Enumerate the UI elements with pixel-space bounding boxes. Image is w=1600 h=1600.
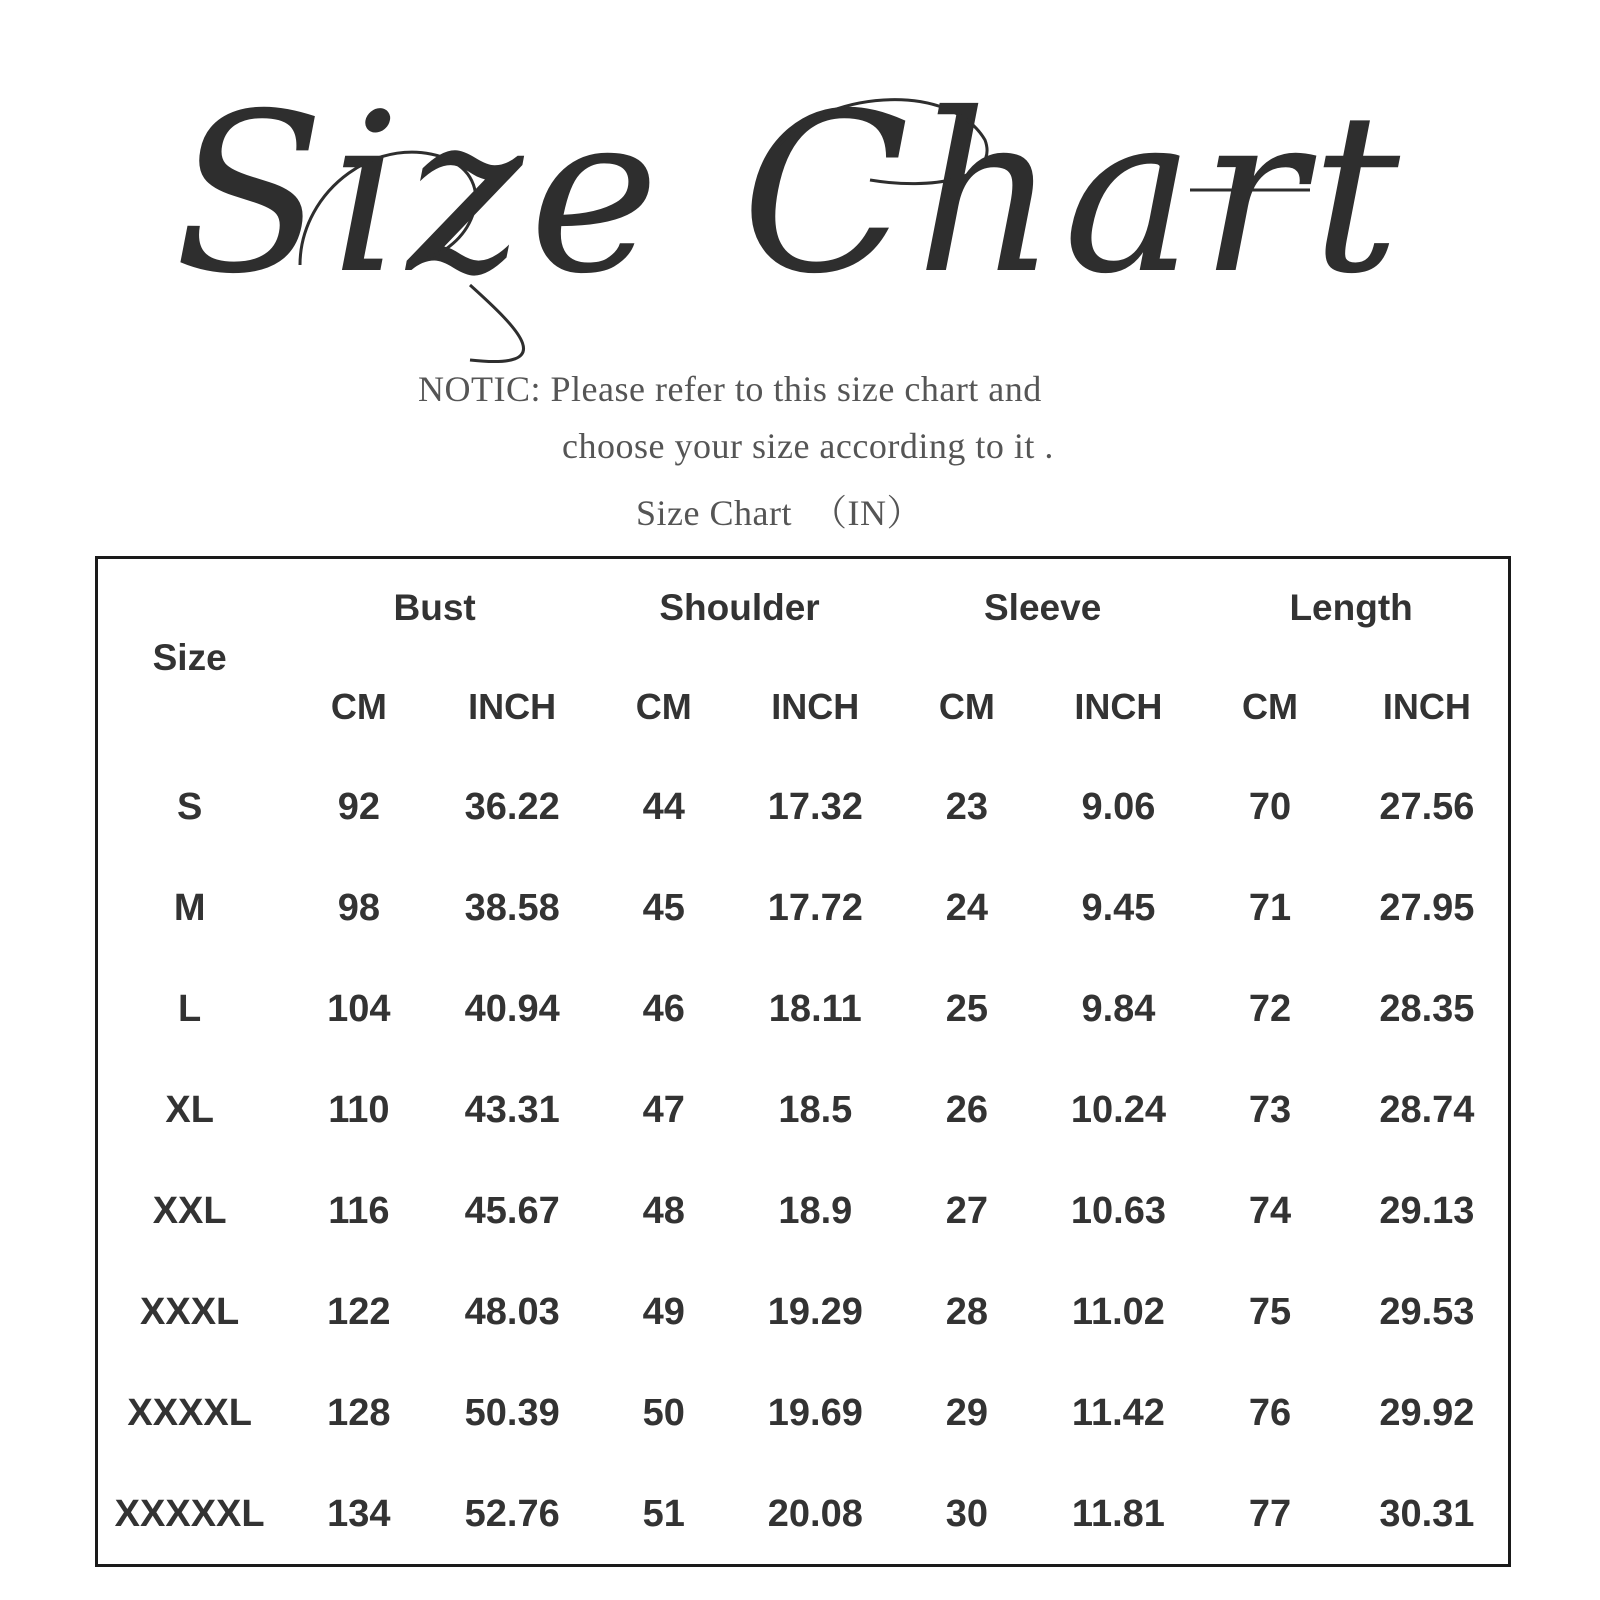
measurement-cell: 28.74 [1379, 1089, 1475, 1131]
measurement-cell: 19.29 [767, 1291, 863, 1333]
measurement-cell: 70 [1248, 786, 1292, 828]
header-group-row [98, 559, 1508, 657]
measurement-cell: 9.84 [1081, 988, 1156, 1030]
measurement-cell: 28.35 [1379, 988, 1475, 1030]
group-header-shoulder: Shoulder [659, 587, 820, 628]
size-label-cell: S [176, 786, 203, 828]
measurement-cell: 30 [945, 1493, 988, 1535]
unit-header: INCH [771, 686, 860, 727]
size-label-cell: XXXL [140, 1291, 240, 1333]
measurement-cell: 122 [327, 1291, 391, 1333]
size-chart-script-title [0, 70, 1600, 370]
measurement-cell: 10.63 [1070, 1190, 1166, 1232]
table-row [98, 1262, 1508, 1363]
measurement-cell: 92 [337, 786, 380, 828]
measurement-cell: 29 [945, 1392, 988, 1434]
group-header-sleeve: Sleeve [984, 587, 1102, 628]
group-header-length: Length [1289, 587, 1413, 628]
unit-header: INCH [468, 686, 557, 727]
unit-header: INCH [1382, 686, 1471, 727]
size-label-cell: XXXXXL [114, 1493, 265, 1535]
measurement-cell: 9.06 [1081, 786, 1156, 828]
measurement-cell: 46 [642, 988, 685, 1030]
measurement-cell: 9.45 [1081, 887, 1156, 929]
script-title-lettering [0, 70, 1600, 370]
size-table [98, 559, 1508, 1565]
measurement-cell: 50 [642, 1392, 685, 1434]
measurement-cell: 23 [945, 786, 988, 828]
unit-header: INCH [1074, 686, 1163, 727]
script-title-text: Size Chart [174, 70, 1406, 322]
measurement-cell: 30.31 [1379, 1493, 1475, 1535]
measurement-cell: 52.76 [464, 1493, 560, 1535]
measurement-cell: 27.56 [1379, 786, 1475, 828]
measurement-cell: 18.9 [778, 1190, 853, 1232]
measurement-cell: 11.81 [1071, 1493, 1165, 1535]
measurement-cell: 48 [642, 1190, 685, 1232]
measurement-cell: 20.08 [767, 1493, 863, 1535]
measurement-cell: 38.58 [464, 887, 560, 929]
notice-line-1: NOTIC: Please refer to this size chart and [418, 369, 1042, 409]
measurement-cell: 27 [945, 1190, 988, 1232]
measurement-cell: 45 [642, 887, 685, 929]
notice-line-2: choose your size according to it . [562, 426, 1054, 466]
measurement-cell: 71 [1248, 887, 1292, 929]
measurement-cell: 76 [1248, 1392, 1292, 1434]
size-label-cell: M [173, 887, 206, 929]
size-label-cell: XXXXL [127, 1392, 252, 1434]
size-table-body [98, 757, 1508, 1565]
measurement-cell: 51 [642, 1493, 685, 1535]
measurement-cell: 28 [945, 1291, 988, 1333]
measurement-cell: 116 [328, 1190, 390, 1232]
table-row [98, 858, 1508, 959]
measurement-cell: 27.95 [1379, 887, 1475, 929]
table-row [98, 959, 1508, 1060]
measurement-cell: 45.67 [464, 1190, 560, 1232]
measurement-cell: 26 [945, 1089, 988, 1131]
measurement-cell: 98 [337, 887, 380, 929]
table-subtitle: Size Chart （IN） [636, 493, 923, 533]
measurement-cell: 11.42 [1071, 1392, 1165, 1434]
measurement-cell: 29.53 [1379, 1291, 1475, 1333]
size-table-frame [95, 556, 1511, 1567]
measurement-cell: 25 [945, 988, 988, 1030]
measurement-cell: 77 [1248, 1493, 1292, 1535]
measurement-cell: 36.22 [464, 786, 560, 828]
measurement-cell: 48.03 [464, 1291, 560, 1333]
size-label-cell: XL [165, 1089, 214, 1131]
measurement-cell: 19.69 [767, 1392, 863, 1434]
size-label-cell: XXL [152, 1190, 227, 1232]
measurement-cell: 44 [642, 786, 685, 828]
table-row [98, 1363, 1508, 1464]
measurement-cell: 72 [1248, 988, 1292, 1030]
header-unit-row [98, 657, 1508, 757]
measurement-cell: 74 [1248, 1190, 1292, 1232]
measurement-cell: 11.02 [1071, 1291, 1165, 1333]
size-column-header: Size [152, 637, 227, 678]
measurement-cell: 73 [1248, 1089, 1292, 1131]
measurement-cell: 75 [1248, 1291, 1292, 1333]
measurement-cell: 128 [327, 1392, 391, 1434]
unit-header: CM [330, 686, 387, 727]
measurement-cell: 10.24 [1070, 1089, 1166, 1131]
measurement-cell: 40.94 [464, 988, 560, 1030]
measurement-cell: 49 [642, 1291, 685, 1333]
table-row [98, 757, 1508, 858]
measurement-cell: 24 [945, 887, 988, 929]
measurement-cell: 134 [327, 1493, 391, 1535]
measurement-cell: 29.13 [1379, 1190, 1475, 1232]
size-label-cell: L [178, 988, 202, 1030]
unit-header: CM [1241, 686, 1298, 727]
measurement-cell: 47 [642, 1089, 685, 1131]
table-row [98, 1060, 1508, 1161]
group-header-bust: Bust [393, 587, 476, 628]
measurement-cell: 50.39 [464, 1392, 560, 1434]
measurement-cell: 18.11 [768, 988, 862, 1030]
unit-header: CM [938, 686, 995, 727]
measurement-cell: 110 [328, 1089, 390, 1131]
measurement-cell: 18.5 [778, 1089, 853, 1131]
measurement-cell: 17.32 [767, 786, 863, 828]
measurement-cell: 29.92 [1379, 1392, 1475, 1434]
measurement-cell: 104 [327, 988, 391, 1030]
table-row [98, 1161, 1508, 1262]
measurement-cell: 17.72 [767, 887, 863, 929]
measurement-cell: 43.31 [464, 1089, 560, 1131]
table-row [98, 1464, 1508, 1565]
unit-header: CM [635, 686, 692, 727]
